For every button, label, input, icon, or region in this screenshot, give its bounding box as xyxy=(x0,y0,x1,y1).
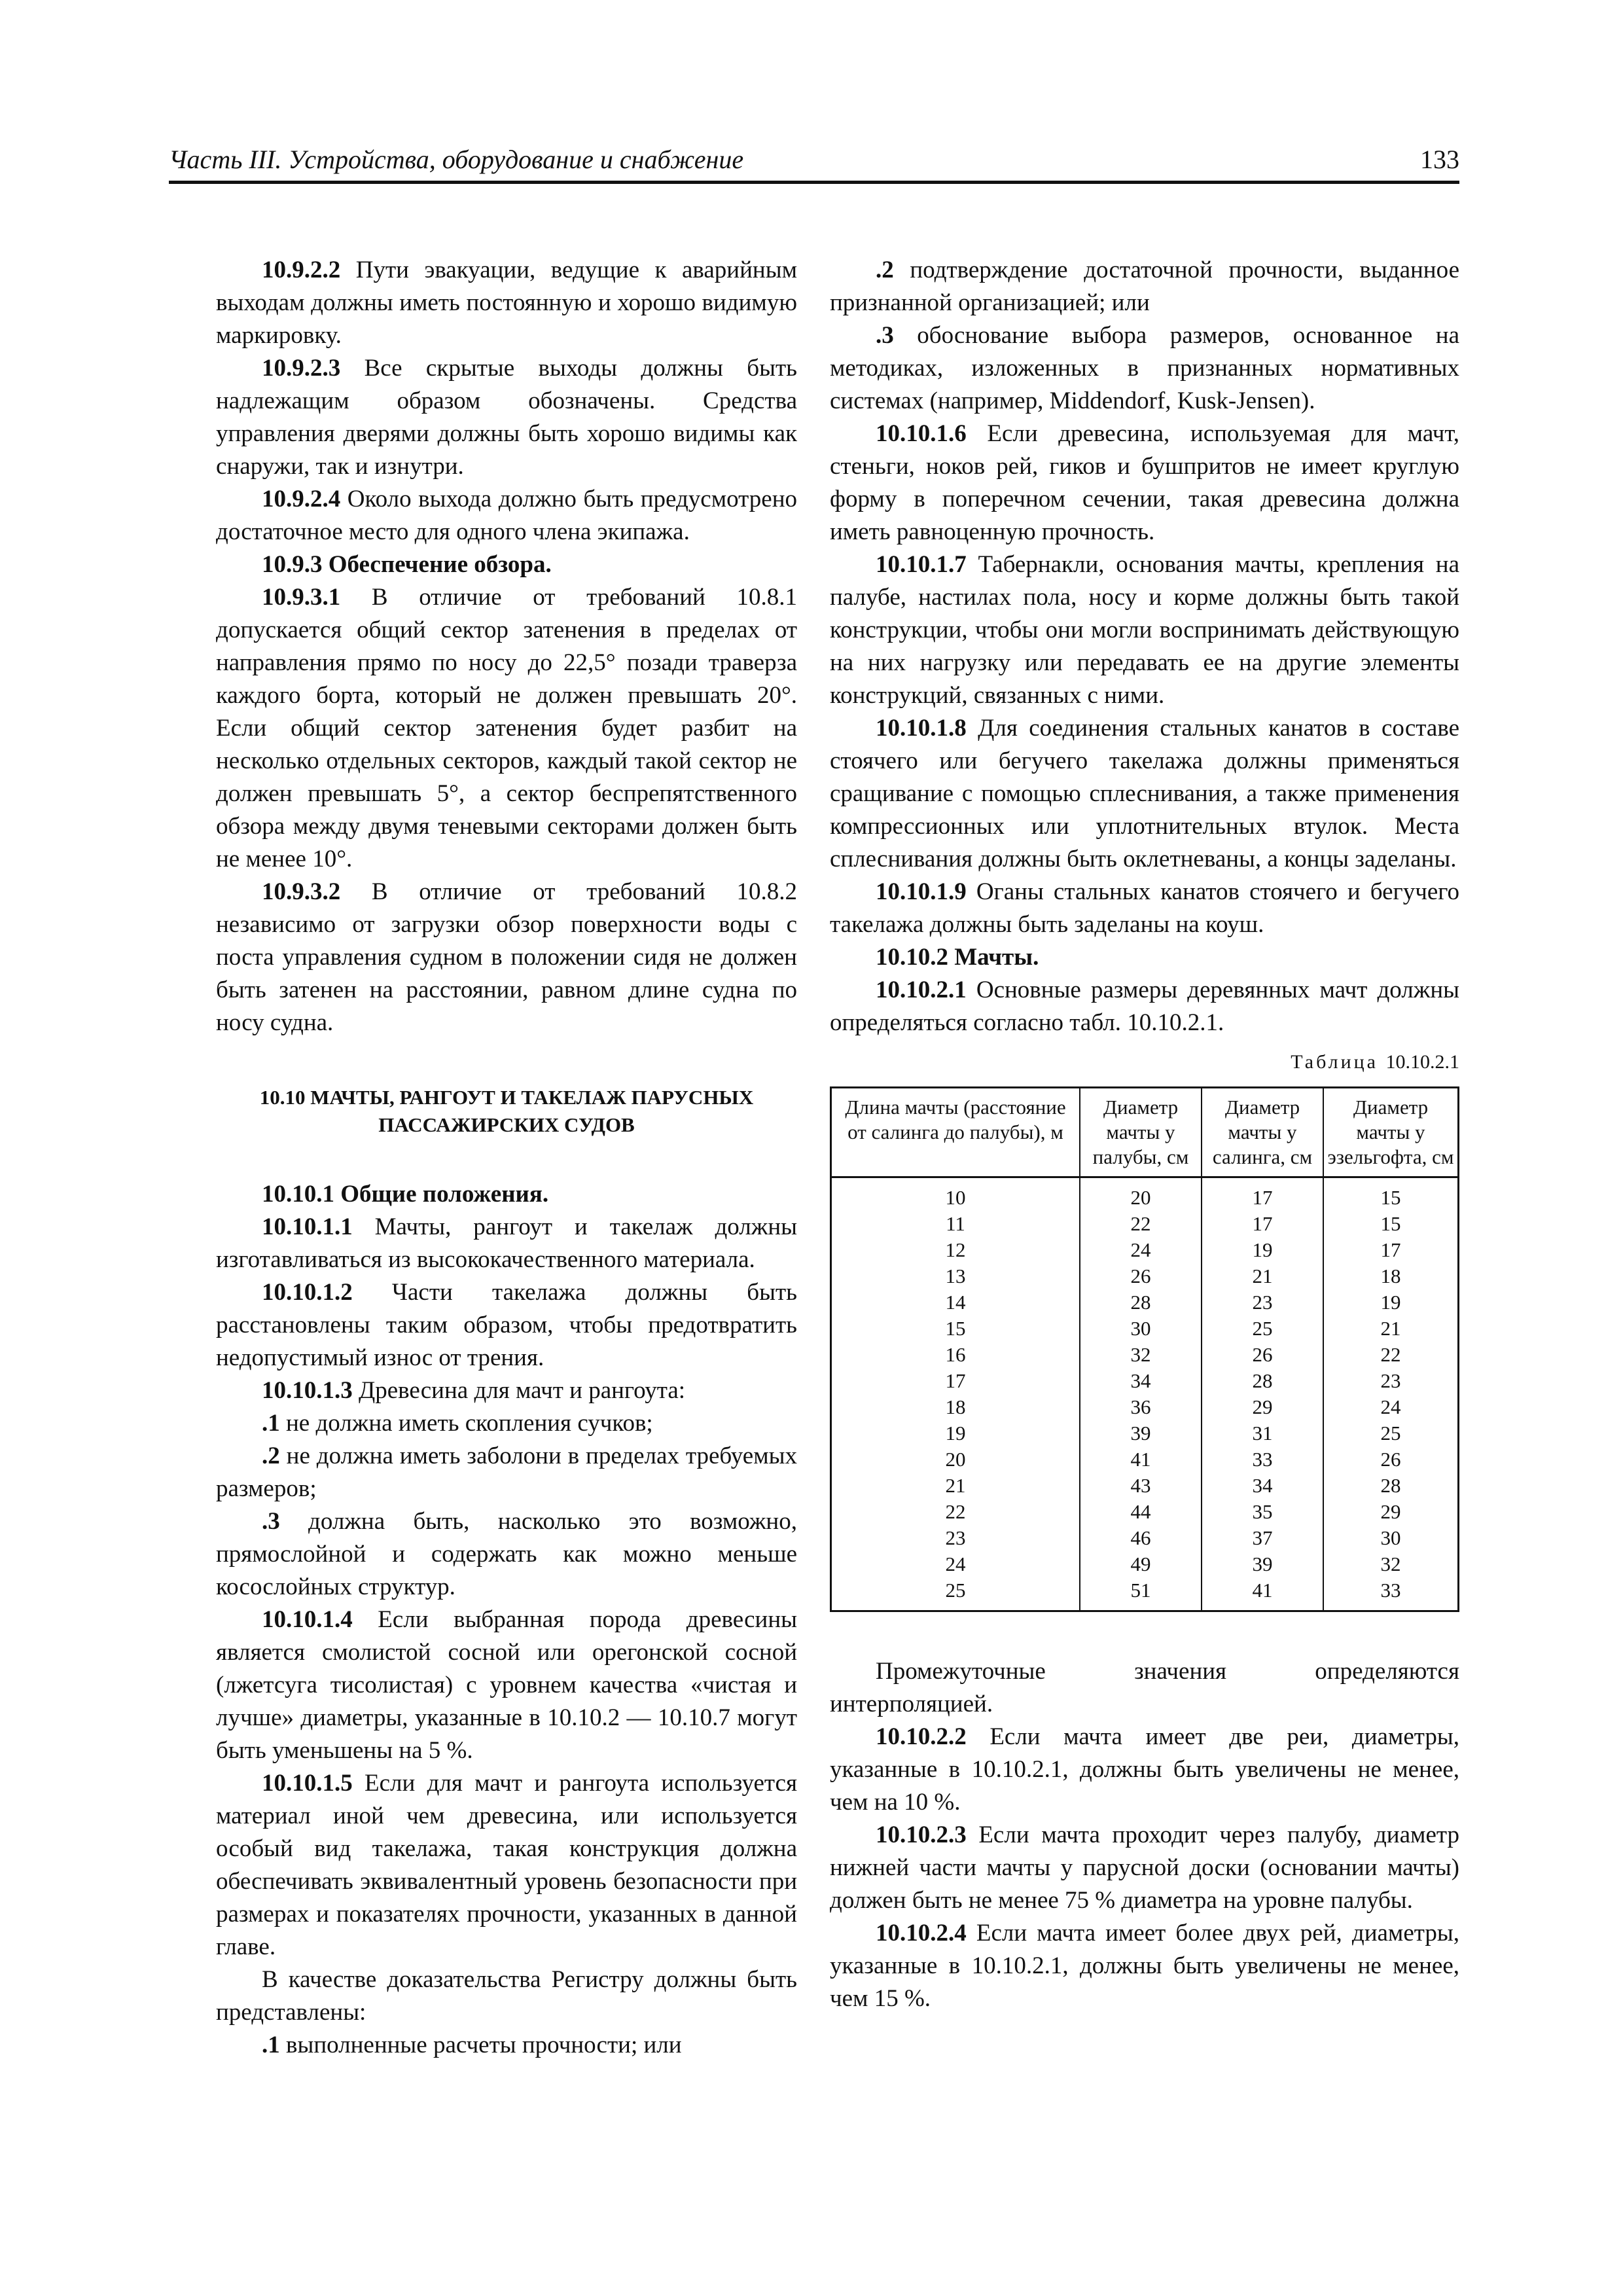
paragraph-number: 10.10.1.1 xyxy=(262,1213,353,1240)
table-header-cell: Диаметр мачты у палубы, см xyxy=(1080,1088,1202,1177)
table-cell: 24 xyxy=(1323,1394,1459,1420)
paragraph-text: Оганы стальных канатов стоячего и бегучего такелажа должны быть заделаны на коуш. xyxy=(830,878,1459,938)
paragraph-number: 10.10.1.8 xyxy=(876,715,967,742)
paragraph-number: 10.10.2.3 xyxy=(876,1821,967,1848)
table-cell: 29 xyxy=(1323,1499,1459,1525)
table-cell: 26 xyxy=(1323,1446,1459,1473)
table-cell: 26 xyxy=(1202,1342,1323,1368)
table-caption xyxy=(830,1046,1459,1079)
paragraph xyxy=(216,254,797,352)
table-cell: 19 xyxy=(1202,1237,1323,1263)
table-caption-number: 10.10.2.1 xyxy=(1385,1051,1459,1073)
paragraph-text: Промежуточные значения определяются интерполяцией. xyxy=(830,1658,1459,1717)
paragraph-number: 10.10.2.2 xyxy=(876,1723,967,1750)
table-cell: 17 xyxy=(1202,1211,1323,1237)
table-cell: 30 xyxy=(1080,1316,1202,1342)
paragraph-number: 10.9.3.2 xyxy=(262,878,341,905)
table-cell: 39 xyxy=(1080,1420,1202,1446)
paragraph-text: Если древесина, используемая для мачт, стеньги, ноков рей, гиков и бушпритов не имеет круглую форму в поперечном сечении, такая древесина должна иметь равноценную прочность. xyxy=(830,420,1459,545)
paragraph-number: .1 xyxy=(262,1410,280,1437)
paragraph xyxy=(216,1767,797,1964)
paragraph xyxy=(216,876,797,1039)
table-cell: 17 xyxy=(1202,1177,1323,1211)
table-cell: 33 xyxy=(1202,1446,1323,1473)
table-cell: 21 xyxy=(1202,1263,1323,1289)
paragraph-text: Части такелажа должны быть расстановлены таким образом, чтобы предотвратить недопустимый износ от трения. xyxy=(216,1279,797,1371)
table-body xyxy=(831,1177,1459,1611)
paragraph-text: Если выбранная порода древесины является смолистой сосной или орегонской сосной (лжетсуга тисолистая) с уровнем качества «чистая и лучше» диаметры, указанные в 10.10.2 — 10.10.7 могут быть уменьшены на 5 %. xyxy=(216,1606,797,1764)
table-row xyxy=(831,1368,1459,1394)
paragraph-text: Все скрытые выходы должны быть надлежащим образом обозначены. Средства управления дверями должны быть хорошо видимы как снаружи, так и изнутри. xyxy=(216,355,797,480)
table-cell: 34 xyxy=(1202,1473,1323,1499)
paragraph xyxy=(216,1178,797,1211)
right-paragraphs xyxy=(830,254,1459,1039)
table-cell: 23 xyxy=(831,1525,1080,1551)
paragraph xyxy=(830,876,1459,941)
table-cell: 32 xyxy=(1323,1551,1459,1577)
table-header-row xyxy=(831,1088,1459,1177)
left-paragraphs xyxy=(216,254,797,1039)
paragraph-number: 10.10.1.2 xyxy=(262,1279,353,1306)
paragraph-text: Пути эвакуации, ведущие к аварийным выходам должны иметь постоянную и хорошо видимую маркировку. xyxy=(216,257,797,349)
table-cell: 31 xyxy=(1202,1420,1323,1446)
table-row xyxy=(831,1177,1459,1211)
table-cell: 22 xyxy=(1080,1211,1202,1237)
right-paragraphs-2 xyxy=(830,1655,1459,2015)
table-cell: 41 xyxy=(1202,1577,1323,1611)
paragraph-text: Если мачта имеет две реи, диаметры, указанные в 10.10.2.1, должны быть увеличены не менее, чем на 10 %. xyxy=(830,1723,1459,1816)
table-row xyxy=(831,1577,1459,1611)
paragraph-number: .3 xyxy=(876,322,894,349)
table-cell: 26 xyxy=(1080,1263,1202,1289)
table-cell: 19 xyxy=(1323,1289,1459,1316)
paragraph xyxy=(830,941,1459,974)
table-cell: 49 xyxy=(1080,1551,1202,1577)
paragraph-text: Около выхода должно быть предусмотрено достаточное место для одного члена экипажа. xyxy=(216,486,797,545)
page-header-title: Часть III. Устройства, оборудование и снабжение xyxy=(169,145,744,174)
table-cell: 16 xyxy=(831,1342,1080,1368)
paragraph-text: не должна иметь скопления сучков; xyxy=(279,1410,653,1437)
paragraph-text: Основные размеры деревянных мачт должны определяться согласно табл. 10.10.2.1. xyxy=(830,977,1459,1036)
paragraph-number: 10.10.1.4 xyxy=(262,1606,353,1633)
paragraph-text: Мачты, рангоут и такелаж должны изготавливаться из высококачественного материала. xyxy=(216,1213,797,1273)
paragraph-text: подтверждение достаточной прочности, выданное признанной организацией; или xyxy=(830,257,1459,316)
table-cell: 30 xyxy=(1323,1525,1459,1551)
paragraph xyxy=(216,1276,797,1374)
paragraph xyxy=(216,1604,797,1767)
table-cell: 17 xyxy=(831,1368,1080,1394)
table-cell: 34 xyxy=(1080,1368,1202,1394)
table-cell: 32 xyxy=(1080,1342,1202,1368)
paragraph xyxy=(830,418,1459,548)
table-cell: 28 xyxy=(1323,1473,1459,1499)
table-cell: 22 xyxy=(831,1499,1080,1525)
table-row xyxy=(831,1420,1459,1446)
paragraph-number: 10.10.2.4 xyxy=(876,1920,967,1946)
table-row xyxy=(831,1211,1459,1237)
table-cell: 20 xyxy=(1080,1177,1202,1211)
table-cell: 21 xyxy=(1323,1316,1459,1342)
table-header-cell: Диаметр мачты у салинга, см xyxy=(1202,1088,1323,1177)
paragraph-number: 10.10.1.6 xyxy=(876,420,967,447)
table-cell: 37 xyxy=(1202,1525,1323,1551)
page-header xyxy=(169,141,1459,184)
table-header-cell: Диаметр мачты у эзельгофта, см xyxy=(1323,1088,1459,1177)
paragraph xyxy=(830,712,1459,876)
paragraph-text: Если мачта проходит через палубу, диаметр нижней части мачты у парусной доски (основании мачты) должен быть не менее 75 % диаметра на уровне палубы. xyxy=(830,1821,1459,1914)
paragraph xyxy=(216,1407,797,1440)
table-row xyxy=(831,1525,1459,1551)
paragraph-text: Древесина для мачт и рангоута: xyxy=(352,1377,686,1404)
paragraph-number: 10.9.2.3 xyxy=(262,355,341,382)
paragraph-text: не должна иметь заболони в пределах требуемых размеров; xyxy=(216,1443,797,1502)
paragraph-text: Если для мачт и рангоута используется материал иной чем древесина, или используется особый вид такелажа, такая конструкция должна обеспечивать эквивалентный уровень безопасности при размерах и показателях прочности, указанных в данной главе. xyxy=(216,1770,797,1960)
table-cell: 35 xyxy=(1202,1499,1323,1525)
table-cell: 33 xyxy=(1323,1577,1459,1611)
paragraph-number: 10.10.1 Общие положения. xyxy=(262,1181,549,1208)
mast-dimensions-table xyxy=(830,1086,1459,1612)
table-cell: 15 xyxy=(1323,1211,1459,1237)
table-cell: 29 xyxy=(1202,1394,1323,1420)
paragraph-text: Если мачта имеет более двух рей, диаметры, указанные в 10.10.2.1, должны быть увеличены не менее, чем 15 %. xyxy=(830,1920,1459,2012)
paragraph-text: В отличие от требований 10.8.1 допускается общий сектор затенения в пределах от направления прямо по носу до 22,5° позади траверза каждого борта, который не должен превышать 20°. Если общий сектор затенения будет разбит на несколько отдельных секторов, каждый такой сектор не должен превышать 5°, а сектор беспрепятственного обзора между двумя теневыми секторами должен быть не менее 10°. xyxy=(216,584,797,872)
paragraph-number: 10.10.1.5 xyxy=(262,1770,353,1797)
table-cell: 25 xyxy=(1202,1316,1323,1342)
table-cell: 11 xyxy=(831,1211,1080,1237)
table-cell: 46 xyxy=(1080,1525,1202,1551)
paragraph-text: выполненные расчеты прочности; или xyxy=(279,2032,682,2058)
paragraph xyxy=(216,2029,797,2062)
paragraph-text: Табернакли, основания мачты, крепления на палубе, настилах пола, носу и корме должны быть такой конструкции, чтобы они могли воспринимать действующую на них нагрузку или передавать ее на другие элементы конструкций, связанных с ними. xyxy=(830,551,1459,709)
paragraph-number: 10.10.2.1 xyxy=(876,977,967,1003)
paragraph-number: 10.9.3.1 xyxy=(262,584,341,611)
table-cell: 19 xyxy=(831,1420,1080,1446)
page-number: 133 xyxy=(1420,145,1459,174)
paragraph xyxy=(216,1211,797,1276)
table-cell: 39 xyxy=(1202,1551,1323,1577)
table-cell: 22 xyxy=(1323,1342,1459,1368)
table-cell: 10 xyxy=(831,1177,1080,1211)
paragraph-text: В качестве доказательства Регистру должны быть представлены: xyxy=(216,1966,797,2026)
table-row xyxy=(831,1446,1459,1473)
paragraph-number: 10.10.1.3 xyxy=(262,1377,353,1404)
paragraph-text: должна быть, насколько это возможно, прямослойной и содержать как можно меньше косослойных структур. xyxy=(216,1508,797,1600)
paragraph xyxy=(216,548,797,581)
paragraph xyxy=(830,1655,1459,1721)
section-title: 10.10 МАЧТЫ, РАНГОУТ И ТАКЕЛАЖ ПАРУСНЫХ ПАССАЖИРСКИХ СУДОВ xyxy=(259,1086,754,1136)
table-cell: 28 xyxy=(1202,1368,1323,1394)
table-cell: 18 xyxy=(831,1394,1080,1420)
table-header-cell: Длина мачты (расстояние от салинга до палубы), м xyxy=(831,1088,1080,1177)
paragraph-number: 10.9.3 Обеспечение обзора. xyxy=(262,551,552,578)
table-cell: 36 xyxy=(1080,1394,1202,1420)
table-caption-word: Таблица xyxy=(1291,1051,1378,1073)
table-cell: 15 xyxy=(1323,1177,1459,1211)
table-row xyxy=(831,1499,1459,1525)
table-cell: 25 xyxy=(831,1577,1080,1611)
table-cell: 17 xyxy=(1323,1237,1459,1263)
paragraph xyxy=(216,352,797,483)
table-cell: 23 xyxy=(1202,1289,1323,1316)
table-row xyxy=(831,1289,1459,1316)
paragraph-number: .2 xyxy=(262,1443,280,1469)
paragraph xyxy=(216,1505,797,1604)
table-cell: 24 xyxy=(831,1551,1080,1577)
table-row xyxy=(831,1237,1459,1263)
table-cell: 14 xyxy=(831,1289,1080,1316)
table-cell: 15 xyxy=(831,1316,1080,1342)
paragraph-number: 10.9.2.2 xyxy=(262,257,341,283)
left-paragraphs-2 xyxy=(216,1178,797,2062)
table-row xyxy=(831,1316,1459,1342)
table-row xyxy=(831,1263,1459,1289)
paragraph xyxy=(830,1917,1459,2015)
table-cell: 12 xyxy=(831,1237,1080,1263)
paragraph xyxy=(830,319,1459,418)
paragraph-number: 10.10.2 Мачты. xyxy=(876,944,1039,971)
paragraph xyxy=(830,1819,1459,1917)
paragraph-number: .1 xyxy=(262,2032,280,2058)
table-cell: 44 xyxy=(1080,1499,1202,1525)
paragraph-number: .3 xyxy=(262,1508,280,1535)
paragraph xyxy=(830,548,1459,712)
paragraph-text: Для соединения стальных канатов в составе стоячего или бегучего такелажа должны применяться сращивание с помощью сплеснивания, а также применения компрессионных или уплотнительных втулок. Места сплеснивания должны быть оклетневаны, а концы заделаны. xyxy=(830,715,1459,872)
paragraph xyxy=(830,974,1459,1039)
table-cell: 21 xyxy=(831,1473,1080,1499)
table-cell: 41 xyxy=(1080,1446,1202,1473)
paragraph xyxy=(830,254,1459,319)
table-row xyxy=(831,1394,1459,1420)
paragraph xyxy=(830,1721,1459,1819)
paragraph xyxy=(216,1440,797,1505)
paragraph xyxy=(216,581,797,876)
table-cell: 51 xyxy=(1080,1577,1202,1611)
table-row xyxy=(831,1551,1459,1577)
paragraph xyxy=(216,483,797,548)
paragraph xyxy=(216,1964,797,2029)
table-row xyxy=(831,1342,1459,1368)
paragraph-text: В отличие от требований 10.8.2 независимо от загрузки обзор поверхности воды с поста управления судном в положении сидя не должен быть затенен на расстоянии, равном длине судна по носу судна. xyxy=(216,878,797,1036)
paragraph-text: обоснование выбора размеров, основанное на методиках, изложенных в признанных нормативных системах (например, Middendorf, Kusk-Jensen). xyxy=(830,322,1459,414)
right-column xyxy=(830,254,1459,2015)
paragraph-number: .2 xyxy=(876,257,894,283)
table-cell: 25 xyxy=(1323,1420,1459,1446)
table-cell: 43 xyxy=(1080,1473,1202,1499)
table-row xyxy=(831,1473,1459,1499)
table-cell: 24 xyxy=(1080,1237,1202,1263)
table-cell: 18 xyxy=(1323,1263,1459,1289)
table-cell: 23 xyxy=(1323,1368,1459,1394)
left-column xyxy=(216,254,797,2062)
paragraph-number: 10.10.1.9 xyxy=(876,878,967,905)
paragraph-number: 10.9.2.4 xyxy=(262,486,341,512)
table-cell: 28 xyxy=(1080,1289,1202,1316)
table-cell: 20 xyxy=(831,1446,1080,1473)
paragraph-number: 10.10.1.7 xyxy=(876,551,967,578)
paragraph xyxy=(216,1374,797,1407)
table-cell: 13 xyxy=(831,1263,1080,1289)
